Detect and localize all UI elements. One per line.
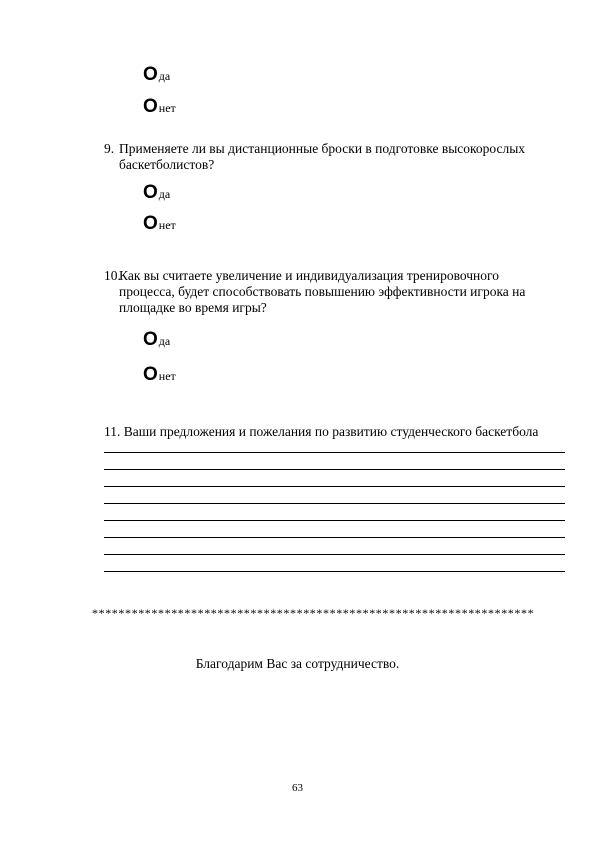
question-line: площадке во время игры?	[119, 300, 267, 315]
answer-line[interactable]	[104, 452, 565, 453]
thanks-message: Благодарим Вас за сотрудничество.	[195, 656, 400, 671]
radio-circle-icon[interactable]: O	[143, 364, 158, 385]
option-label: да	[158, 69, 171, 83]
option-no[interactable]	[143, 364, 176, 386]
answer-line[interactable]	[104, 486, 565, 487]
option-yes[interactable]	[143, 182, 170, 204]
question-text	[119, 268, 559, 316]
option-no[interactable]	[143, 213, 176, 235]
question-line: процесса, будет способствовать повышению эффективности игрока на	[119, 284, 526, 299]
option-label: да	[158, 334, 171, 348]
option-no[interactable]	[143, 96, 176, 118]
question-line: Применяете ли вы дистанционные броски в подготовке высокорослых	[119, 141, 526, 156]
answer-line[interactable]	[104, 469, 565, 470]
question-number: 9.	[104, 141, 115, 156]
page-number: 63	[292, 782, 303, 794]
radio-circle-icon[interactable]: O	[143, 182, 158, 203]
answer-line[interactable]	[104, 503, 565, 504]
answer-line[interactable]	[104, 520, 565, 521]
option-yes[interactable]	[143, 64, 170, 86]
answer-line[interactable]	[104, 554, 565, 555]
option-yes[interactable]	[143, 329, 170, 351]
radio-circle-icon[interactable]: O	[143, 213, 158, 234]
radio-circle-icon[interactable]: O	[143, 329, 158, 350]
option-label: да	[158, 187, 171, 201]
question-line: Как вы считаете увеличение и индивидуализация тренировочного	[119, 268, 499, 283]
separator-stars: *******************************************************************	[92, 606, 535, 620]
question-11	[104, 424, 569, 440]
question-number: 11.	[104, 424, 121, 439]
radio-circle-icon[interactable]: O	[143, 64, 158, 85]
answer-line[interactable]	[104, 537, 565, 538]
question-line: баскетболистов?	[119, 157, 215, 172]
option-label: нет	[158, 101, 176, 115]
question-number: 10.	[104, 268, 121, 283]
option-label: нет	[158, 369, 176, 383]
question-text	[119, 141, 559, 173]
option-label: нет	[158, 218, 176, 232]
answer-line[interactable]	[104, 571, 565, 572]
question-text: Ваши предложения и пожелания по развитию студенческого баскетбола	[123, 424, 539, 439]
radio-circle-icon[interactable]: O	[143, 96, 158, 117]
